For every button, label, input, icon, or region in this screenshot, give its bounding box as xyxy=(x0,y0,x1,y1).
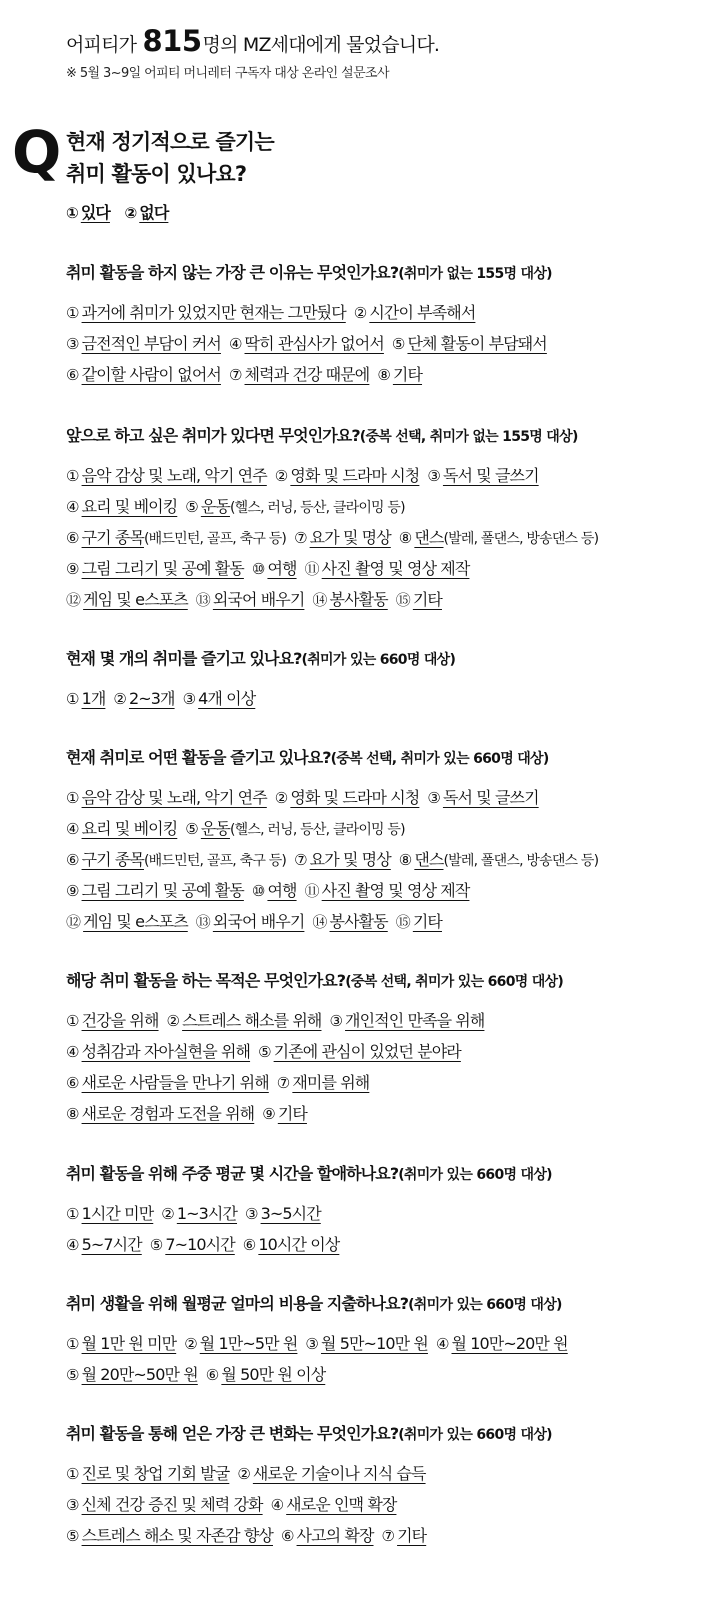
option-item[interactable] xyxy=(196,584,305,616)
option-number: ② xyxy=(113,690,126,708)
question-title xyxy=(66,747,606,770)
question-text: 취미 활동을 위해 주중 평균 몇 시간을 할애하나요? xyxy=(66,1164,399,1183)
option-detail: (배드민턴, 골프, 축구 등) xyxy=(143,853,287,869)
option-text: 월 20만~50만 원 xyxy=(81,1365,198,1384)
option-number: ⑮ xyxy=(395,913,410,931)
intro-suffix: 명의 MZ세대에게 물었습니다. xyxy=(202,34,440,56)
option-text: 체력과 건강 때문에 xyxy=(244,365,370,384)
option-item[interactable] xyxy=(377,359,422,391)
question-section xyxy=(66,970,563,1129)
option-text: 기타 xyxy=(277,1104,307,1123)
option-item[interactable] xyxy=(66,297,346,329)
option-text: 성취감과 자아실현을 위해 xyxy=(81,1042,251,1061)
option-number: ① xyxy=(66,789,79,807)
option-item[interactable] xyxy=(124,197,168,229)
question-title xyxy=(66,262,555,285)
option-detail: (발레, 폴댄스, 방송댄스 등) xyxy=(443,531,599,547)
option-number: ① xyxy=(66,1205,79,1223)
option-number: ③ xyxy=(66,1496,79,1514)
question-title xyxy=(66,1293,576,1316)
option-row xyxy=(66,297,555,328)
option-row xyxy=(66,1036,563,1067)
option-item[interactable] xyxy=(66,813,177,845)
main-question xyxy=(66,126,274,227)
option-item[interactable] xyxy=(275,782,420,814)
option-item[interactable] xyxy=(262,1098,307,1130)
option-item[interactable] xyxy=(66,584,188,616)
question-title xyxy=(66,970,563,993)
option-text: 월 10만~20만 원 xyxy=(451,1334,568,1353)
option-number: ② xyxy=(161,1205,174,1223)
option-item[interactable] xyxy=(66,1359,198,1391)
option-row xyxy=(66,782,606,813)
option-item[interactable] xyxy=(427,782,538,814)
option-item[interactable] xyxy=(66,1005,159,1037)
option-text: 5~7시간 xyxy=(81,1235,142,1254)
option-text: 사진 촬영 및 영상 제작 xyxy=(321,881,470,900)
option-item[interactable] xyxy=(66,553,244,585)
option-number: ⑭ xyxy=(312,591,327,609)
option-number: ② xyxy=(184,1335,197,1353)
question-section xyxy=(66,1423,552,1551)
option-item[interactable] xyxy=(229,328,384,360)
option-item[interactable] xyxy=(206,1359,325,1391)
option-number: ④ xyxy=(66,498,79,516)
option-text: 구기 종목 xyxy=(81,850,144,869)
option-number: ① xyxy=(66,1465,79,1483)
intro-prefix: 어피티가 xyxy=(66,34,137,56)
option-number: ⑦ xyxy=(294,529,307,547)
option-number: ④ xyxy=(270,1496,284,1514)
option-number: ② xyxy=(166,1012,180,1030)
question-target-note: (중복 선택, 취미가 없는 155명 대상) xyxy=(359,429,578,445)
option-row xyxy=(66,1198,552,1229)
option-item[interactable] xyxy=(66,1520,273,1552)
question-target-note: (취미가 있는 660명 대상) xyxy=(301,652,456,668)
option-item[interactable] xyxy=(66,1067,269,1099)
option-row xyxy=(66,522,606,553)
question-text: 앞으로 하고 싶은 취미가 있다면 무엇인가요? xyxy=(66,426,360,445)
option-text: 건강을 위해 xyxy=(81,1011,159,1030)
option-detail: (헬스, 러닝, 등산, 클라이밍 등) xyxy=(229,822,405,838)
option-number: ② xyxy=(237,1465,250,1483)
option-item[interactable] xyxy=(305,875,470,907)
option-text: 사고의 확장 xyxy=(296,1526,374,1545)
option-number: ⑦ xyxy=(381,1527,395,1545)
question-text: 취미 활동을 하지 않는 가장 큰 이유는 무엇인가요? xyxy=(66,263,399,282)
main-question-line2: 취미 활동이 있나요? xyxy=(66,162,247,186)
option-text: 기타 xyxy=(392,365,423,384)
option-number: ③ xyxy=(305,1335,318,1353)
option-text: 사진 촬영 및 영상 제작 xyxy=(321,559,470,578)
option-number: ⑩ xyxy=(251,560,265,578)
option-item[interactable] xyxy=(167,1005,322,1037)
option-text: 게임 및 e스포츠 xyxy=(83,912,188,931)
question-mark-letter: Q xyxy=(12,118,60,186)
option-number: ① xyxy=(66,304,79,322)
option-item[interactable] xyxy=(229,359,369,391)
respondent-count: 815 xyxy=(142,24,202,58)
option-number: ④ xyxy=(66,1043,79,1061)
option-number: ② xyxy=(274,789,288,807)
option-row xyxy=(66,844,606,875)
option-item[interactable] xyxy=(66,197,110,229)
question-text: 해당 취미 활동을 하는 목적은 무엇인가요? xyxy=(66,971,346,990)
option-number: ⑥ xyxy=(242,1236,256,1254)
option-item[interactable] xyxy=(399,844,599,877)
option-item[interactable] xyxy=(66,683,105,715)
option-text: 1시간 미만 xyxy=(81,1204,154,1223)
option-number: ⑩ xyxy=(251,882,265,900)
option-item[interactable] xyxy=(185,491,405,524)
option-row xyxy=(66,328,555,359)
question-target-note: (취미가 있는 660명 대상) xyxy=(398,1167,552,1183)
option-text: 없다 xyxy=(139,203,169,222)
question-text: 취미 활동을 통해 얻은 가장 큰 변화는 무엇인가요? xyxy=(66,1424,399,1443)
main-question-options xyxy=(66,196,274,227)
option-text: 게임 및 e스포츠 xyxy=(83,590,188,609)
option-text: 음악 감상 및 노래, 악기 연주 xyxy=(81,466,267,485)
option-item[interactable] xyxy=(399,522,599,555)
question-section xyxy=(66,1293,576,1390)
option-number: ⑥ xyxy=(66,1074,79,1092)
option-number: ⑤ xyxy=(258,1043,271,1061)
option-text: 봉사활동 xyxy=(329,912,388,931)
option-number: ① xyxy=(66,467,79,485)
question-target-note: (중복 선택, 취미가 있는 660명 대상) xyxy=(330,751,549,767)
option-row xyxy=(66,875,606,906)
option-number: ③ xyxy=(329,1012,343,1030)
option-number: ⑤ xyxy=(149,1236,163,1254)
option-number: ⑤ xyxy=(391,335,405,353)
intro-headline xyxy=(66,20,439,62)
option-text: 7~10시간 xyxy=(165,1235,235,1254)
option-row xyxy=(66,1098,563,1129)
question-target-note: (취미가 있는 660명 대상) xyxy=(408,1297,562,1313)
option-text: 단체 활동이 부담돼서 xyxy=(407,334,547,353)
option-text: 여행 xyxy=(267,559,297,578)
option-text: 요리 및 베이킹 xyxy=(81,819,178,838)
option-text: 요가 및 명상 xyxy=(309,528,391,547)
question-target-note: (취미가 없는 155명 대상) xyxy=(398,266,552,282)
option-item[interactable] xyxy=(113,683,174,715)
option-number: ⑦ xyxy=(294,851,307,869)
option-item[interactable] xyxy=(66,1489,263,1521)
option-number: ⑨ xyxy=(66,882,79,900)
option-number: ② xyxy=(274,467,288,485)
question-title xyxy=(66,648,455,671)
option-text: 4개 이상 xyxy=(198,689,256,708)
option-text: 기타 xyxy=(412,912,442,931)
option-item[interactable] xyxy=(66,1036,250,1068)
question-title xyxy=(66,1163,552,1186)
question-title xyxy=(66,1423,552,1446)
option-number: ⑨ xyxy=(66,560,79,578)
option-item[interactable] xyxy=(66,875,244,907)
option-number: ① xyxy=(66,690,79,708)
option-item[interactable] xyxy=(66,906,188,938)
option-item[interactable] xyxy=(329,1005,484,1037)
option-number: ⑧ xyxy=(66,1105,79,1123)
option-item[interactable] xyxy=(196,906,305,938)
option-item[interactable] xyxy=(161,1198,237,1230)
option-number: ⑥ xyxy=(66,529,79,547)
question-title xyxy=(66,425,606,448)
option-item[interactable] xyxy=(312,906,387,938)
option-item[interactable] xyxy=(237,1458,425,1490)
option-number: ③ xyxy=(427,467,440,485)
option-item[interactable] xyxy=(66,782,267,814)
option-item[interactable] xyxy=(183,683,256,715)
option-item[interactable] xyxy=(66,1198,153,1230)
question-section xyxy=(66,747,606,937)
option-text: 요가 및 명상 xyxy=(309,850,391,869)
option-row xyxy=(66,1520,552,1551)
option-item[interactable] xyxy=(258,1036,461,1068)
option-text: 월 1만 원 미만 xyxy=(81,1334,177,1353)
option-item[interactable] xyxy=(294,522,391,554)
question-section xyxy=(66,648,455,714)
option-row xyxy=(66,906,606,937)
option-detail: (헬스, 러닝, 등산, 클라이밍 등) xyxy=(229,500,405,516)
option-text: 새로운 인맥 확장 xyxy=(286,1495,397,1514)
option-number: ④ xyxy=(66,820,79,838)
option-number: ⑥ xyxy=(66,366,79,384)
option-item[interactable] xyxy=(150,1229,235,1261)
option-item[interactable] xyxy=(305,553,470,585)
option-text: 봉사활동 xyxy=(329,590,388,609)
option-row xyxy=(66,584,606,615)
option-detail: (발레, 폴댄스, 방송댄스 등) xyxy=(443,853,599,869)
option-text: 신체 건강 증진 및 체력 강화 xyxy=(81,1495,263,1514)
survey-intro xyxy=(66,20,439,81)
option-item[interactable] xyxy=(66,1458,229,1490)
main-question-line1: 현재 정기적으로 즐기는 xyxy=(66,130,274,154)
option-text: 외국어 배우기 xyxy=(212,590,305,609)
option-item[interactable] xyxy=(271,1489,397,1521)
option-text: 3~5시간 xyxy=(260,1204,321,1223)
option-text: 댄스 xyxy=(414,850,444,869)
option-item[interactable] xyxy=(392,328,547,360)
option-item[interactable] xyxy=(66,1098,254,1130)
option-row xyxy=(66,359,555,390)
option-number: ③ xyxy=(182,690,196,708)
option-text: 그림 그리기 및 공예 활동 xyxy=(81,881,244,900)
option-text: 2~3개 xyxy=(128,689,175,708)
option-item[interactable] xyxy=(185,813,405,846)
option-item[interactable] xyxy=(66,460,267,492)
option-text: 재미를 위해 xyxy=(292,1073,370,1092)
option-number: ⑪ xyxy=(304,560,319,578)
option-text: 과거에 취미가 있었지만 현재는 그만뒀다 xyxy=(81,303,346,322)
option-text: 영화 및 드라마 시청 xyxy=(290,788,420,807)
option-text: 1~3시간 xyxy=(176,1204,238,1223)
option-text: 진로 및 창업 기회 발굴 xyxy=(81,1464,230,1483)
option-row xyxy=(66,1328,576,1359)
option-number: ⑬ xyxy=(195,591,210,609)
option-item[interactable] xyxy=(354,297,476,329)
option-number: ⑧ xyxy=(398,851,412,869)
option-number: ⑧ xyxy=(377,366,390,384)
option-item[interactable] xyxy=(427,460,538,492)
option-text: 개인적인 만족을 위해 xyxy=(345,1011,485,1030)
option-row xyxy=(66,1359,576,1390)
option-number: ④ xyxy=(435,1335,449,1353)
option-number: ⑤ xyxy=(185,820,198,838)
option-row xyxy=(66,813,606,844)
option-item[interactable] xyxy=(66,522,286,555)
option-item[interactable] xyxy=(184,1328,297,1360)
question-text: 현재 취미로 어떤 활동을 즐기고 있나요? xyxy=(66,748,331,767)
option-text: 월 5만~10만 원 xyxy=(320,1334,428,1353)
option-number: ⑮ xyxy=(395,591,410,609)
option-number: ⑨ xyxy=(262,1105,275,1123)
option-number: ⑬ xyxy=(195,913,210,931)
option-item[interactable] xyxy=(294,844,391,876)
option-item[interactable] xyxy=(382,1520,427,1552)
option-number: ⑪ xyxy=(304,882,319,900)
option-text: 시간이 부족해서 xyxy=(369,303,476,322)
survey-note: ※ 5월 3~9일 어피티 머니레터 구독자 대상 온라인 설문조사 xyxy=(66,66,389,81)
option-number: ② xyxy=(353,304,367,322)
option-text: 댄스 xyxy=(414,528,444,547)
question-text: 취미 생활을 위해 월평균 얼마의 비용을 지출하나요? xyxy=(66,1294,409,1313)
option-number: ⑧ xyxy=(398,529,412,547)
option-item[interactable] xyxy=(66,1328,176,1360)
option-number: ③ xyxy=(66,335,79,353)
option-number: ⑥ xyxy=(280,1527,294,1545)
option-row xyxy=(66,1067,563,1098)
option-text: 여행 xyxy=(267,881,297,900)
option-item[interactable] xyxy=(312,584,387,616)
option-text: 구기 종목 xyxy=(81,528,144,547)
option-number: ② xyxy=(124,204,137,222)
option-number: ③ xyxy=(427,789,440,807)
option-item[interactable] xyxy=(281,1520,374,1552)
option-number: ① xyxy=(66,204,78,222)
option-row xyxy=(66,491,606,522)
option-number: ⑦ xyxy=(276,1074,290,1092)
option-item[interactable] xyxy=(245,1198,321,1230)
option-number: ⑫ xyxy=(66,913,81,931)
option-item[interactable] xyxy=(396,584,442,616)
option-text: 스트레스 해소 및 자존감 향상 xyxy=(81,1526,273,1545)
question-section xyxy=(66,425,606,615)
option-text: 운동 xyxy=(200,497,230,516)
option-text: 새로운 사람들을 만나기 위해 xyxy=(81,1073,269,1092)
question-target-note: (취미가 있는 660명 대상) xyxy=(398,1427,552,1443)
option-text: 음악 감상 및 노래, 악기 연주 xyxy=(81,788,267,807)
option-row xyxy=(66,1005,563,1036)
option-number: ⑥ xyxy=(66,851,79,869)
option-row xyxy=(66,1229,552,1260)
question-section xyxy=(66,262,555,390)
option-text: 그림 그리기 및 공예 활동 xyxy=(81,559,244,578)
option-item[interactable] xyxy=(252,553,297,585)
option-number: ③ xyxy=(245,1205,258,1223)
option-text: 새로운 기술이나 지식 습득 xyxy=(252,1464,426,1483)
option-row xyxy=(66,553,606,584)
option-item[interactable] xyxy=(252,875,297,907)
option-number: ① xyxy=(66,1012,79,1030)
option-item[interactable] xyxy=(66,491,177,523)
option-text: 독서 및 글쓰기 xyxy=(442,788,539,807)
option-text: 요리 및 베이킹 xyxy=(81,497,178,516)
option-text: 10시간 이상 xyxy=(258,1235,340,1254)
option-row xyxy=(66,460,606,491)
option-text: 월 1만~5만 원 xyxy=(199,1334,298,1353)
option-number: ⑥ xyxy=(205,1366,219,1384)
option-row xyxy=(66,1489,552,1520)
option-text: 같이할 사람이 없어서 xyxy=(81,365,221,384)
option-item[interactable] xyxy=(243,1229,340,1261)
option-row xyxy=(66,1458,552,1489)
option-text: 기타 xyxy=(397,1526,427,1545)
option-number: ⑭ xyxy=(312,913,327,931)
question-target-note: (중복 선택, 취미가 있는 660명 대상) xyxy=(345,974,564,990)
option-number: ⑫ xyxy=(66,591,81,609)
option-text: 있다 xyxy=(80,203,110,222)
option-item[interactable] xyxy=(66,359,221,391)
option-item[interactable] xyxy=(66,328,221,360)
option-text: 1개 xyxy=(81,689,106,708)
option-row xyxy=(66,683,455,714)
option-text: 운동 xyxy=(200,819,230,838)
option-text: 월 50만 원 이상 xyxy=(221,1365,326,1384)
option-number: ⑤ xyxy=(185,498,198,516)
option-item[interactable] xyxy=(436,1328,568,1360)
option-text: 독서 및 글쓰기 xyxy=(442,466,539,485)
option-text: 스트레스 해소를 위해 xyxy=(182,1011,322,1030)
option-item[interactable] xyxy=(275,460,420,492)
option-number: ① xyxy=(66,1335,79,1353)
option-item[interactable] xyxy=(66,1229,142,1261)
option-text: 금전적인 부담이 커서 xyxy=(81,334,221,353)
option-item[interactable] xyxy=(305,1328,428,1360)
option-number: ④ xyxy=(228,335,242,353)
option-text: 딱히 관심사가 없어서 xyxy=(244,334,384,353)
option-text: 기타 xyxy=(412,590,442,609)
option-item[interactable] xyxy=(396,906,442,938)
option-text: 영화 및 드라마 시청 xyxy=(290,466,420,485)
option-text: 외국어 배우기 xyxy=(212,912,305,931)
option-number: ⑦ xyxy=(228,366,242,384)
option-item[interactable] xyxy=(66,844,286,877)
option-number: ⑤ xyxy=(66,1527,79,1545)
option-detail: (배드민턴, 골프, 축구 등) xyxy=(143,531,287,547)
question-text: 현재 몇 개의 취미를 즐기고 있나요? xyxy=(66,649,302,668)
option-number: ④ xyxy=(66,1236,79,1254)
option-number: ⑤ xyxy=(66,1366,79,1384)
question-section xyxy=(66,1163,552,1260)
option-item[interactable] xyxy=(277,1067,370,1099)
option-text: 기존에 관심이 있었던 분야라 xyxy=(273,1042,461,1061)
option-text: 새로운 경험과 도전을 위해 xyxy=(81,1104,255,1123)
